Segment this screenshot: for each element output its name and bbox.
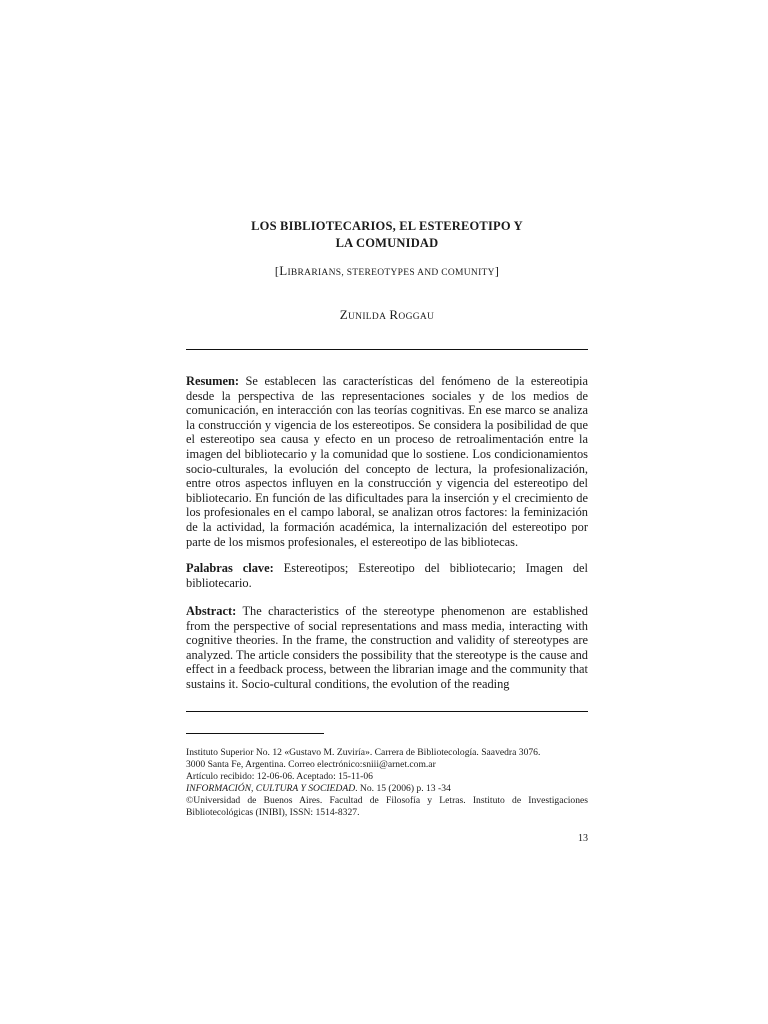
journal-name: INFORMACIÓN, CULTURA Y SOCIEDAD	[186, 783, 356, 795]
abstract-paragraph	[186, 604, 588, 692]
footnote	[186, 747, 588, 820]
journal-issue: . No. 15 (2006) p. 13 -34	[355, 783, 451, 795]
page-number: 13	[578, 833, 588, 844]
title-line-1: LOS BIBLIOTECARIOS, EL ESTEREOTIPO Y	[251, 219, 523, 233]
author-first-initial: Z	[339, 307, 349, 322]
article-subtitle	[186, 263, 588, 279]
abstract-text: The characteristics of the stereotype phenomenon are established from the perspective of social representations and mass media, interacting with cognitive theories. In the frame, the construction and validity of stereotypes are analyzed. The article considers the possibility that the stereotype is the cause and effect in a feedback process, between the librarian image and the community that sustains it. Socio-cultural conditions, the evolution of the reading	[186, 604, 589, 691]
author-last-initial: R	[389, 307, 399, 322]
article-title	[186, 218, 588, 252]
footnote-dates: Artículo recibido: 12-06-06. Aceptado: 15-11-06	[186, 771, 373, 783]
subtitle-first-letter: L	[279, 263, 288, 278]
author-name	[186, 307, 588, 323]
keywords-paragraph	[186, 561, 588, 590]
top-divider	[186, 349, 588, 350]
footnote-copyright: ©Universidad de Buenos Aires. Facultad de Filosofía y Letras. Instituto de Investigaciones Bibliotecológicas (INIBI), ISSN: 1514-8327.	[186, 795, 588, 819]
footnote-separator	[186, 733, 324, 734]
author-last-rest: OGGAU	[398, 312, 435, 322]
resumen-label: Resumen:	[186, 374, 239, 388]
author-first-rest: UNILDA	[348, 312, 387, 322]
abstract-label: Abstract:	[186, 604, 237, 618]
resumen-text: Se establecen las características del fenómeno de la estereotipia desde la perspectiva de las representaciones sociales y de los medios de comunicación, en interacción con las teorías cognitivas. En ese marco se analiza la construcción y vigencia de los estereotipos. Se considera la posibilidad de que el estereotipo sea causa y efecto en un proceso de retroalimentación entre la imagen del bibliotecario y la comunidad que lo sostiene. Los condicionamientos socio-culturales, la evolución del concepto de lectura, la profesionalización, entre otros aspectos influyen en la construcción y vigencia del estereotipo del bibliotecario. En función de las dificultades para la inserción y el crecimiento de los profesionales en el campo laboral, se analizan otros factores: la feminización de la actividad, la formación académica, la internalización del estereotipo por parte de los mismos profesionales, el estereotipo de las bibliotecas.	[186, 374, 588, 549]
footnote-citation	[186, 783, 588, 795]
subtitle-open-bracket: [	[274, 264, 280, 278]
keywords-text: Estereotipos; Estereotipo del bibliotecario; Imagen del bibliotecario.	[186, 561, 588, 590]
keywords-label: Palabras clave:	[186, 561, 274, 575]
resumen-paragraph	[186, 374, 588, 549]
title-line-2: LA COMUNIDAD	[335, 236, 439, 250]
footnote-address: 3000 Santa Fe, Argentina. Correo electrónico:sniii@arnet.com.ar	[186, 759, 436, 771]
bottom-divider	[186, 711, 588, 712]
subtitle-rest: IBRARIANS, STEREOTYPES AND COMUNITY	[287, 268, 495, 278]
subtitle-close-bracket: ]	[494, 264, 500, 278]
footnote-affiliation: Instituto Superior No. 12 «Gustavo M. Zuviría». Carrera de Bibliotecología. Saavedra 3076.	[186, 747, 541, 758]
